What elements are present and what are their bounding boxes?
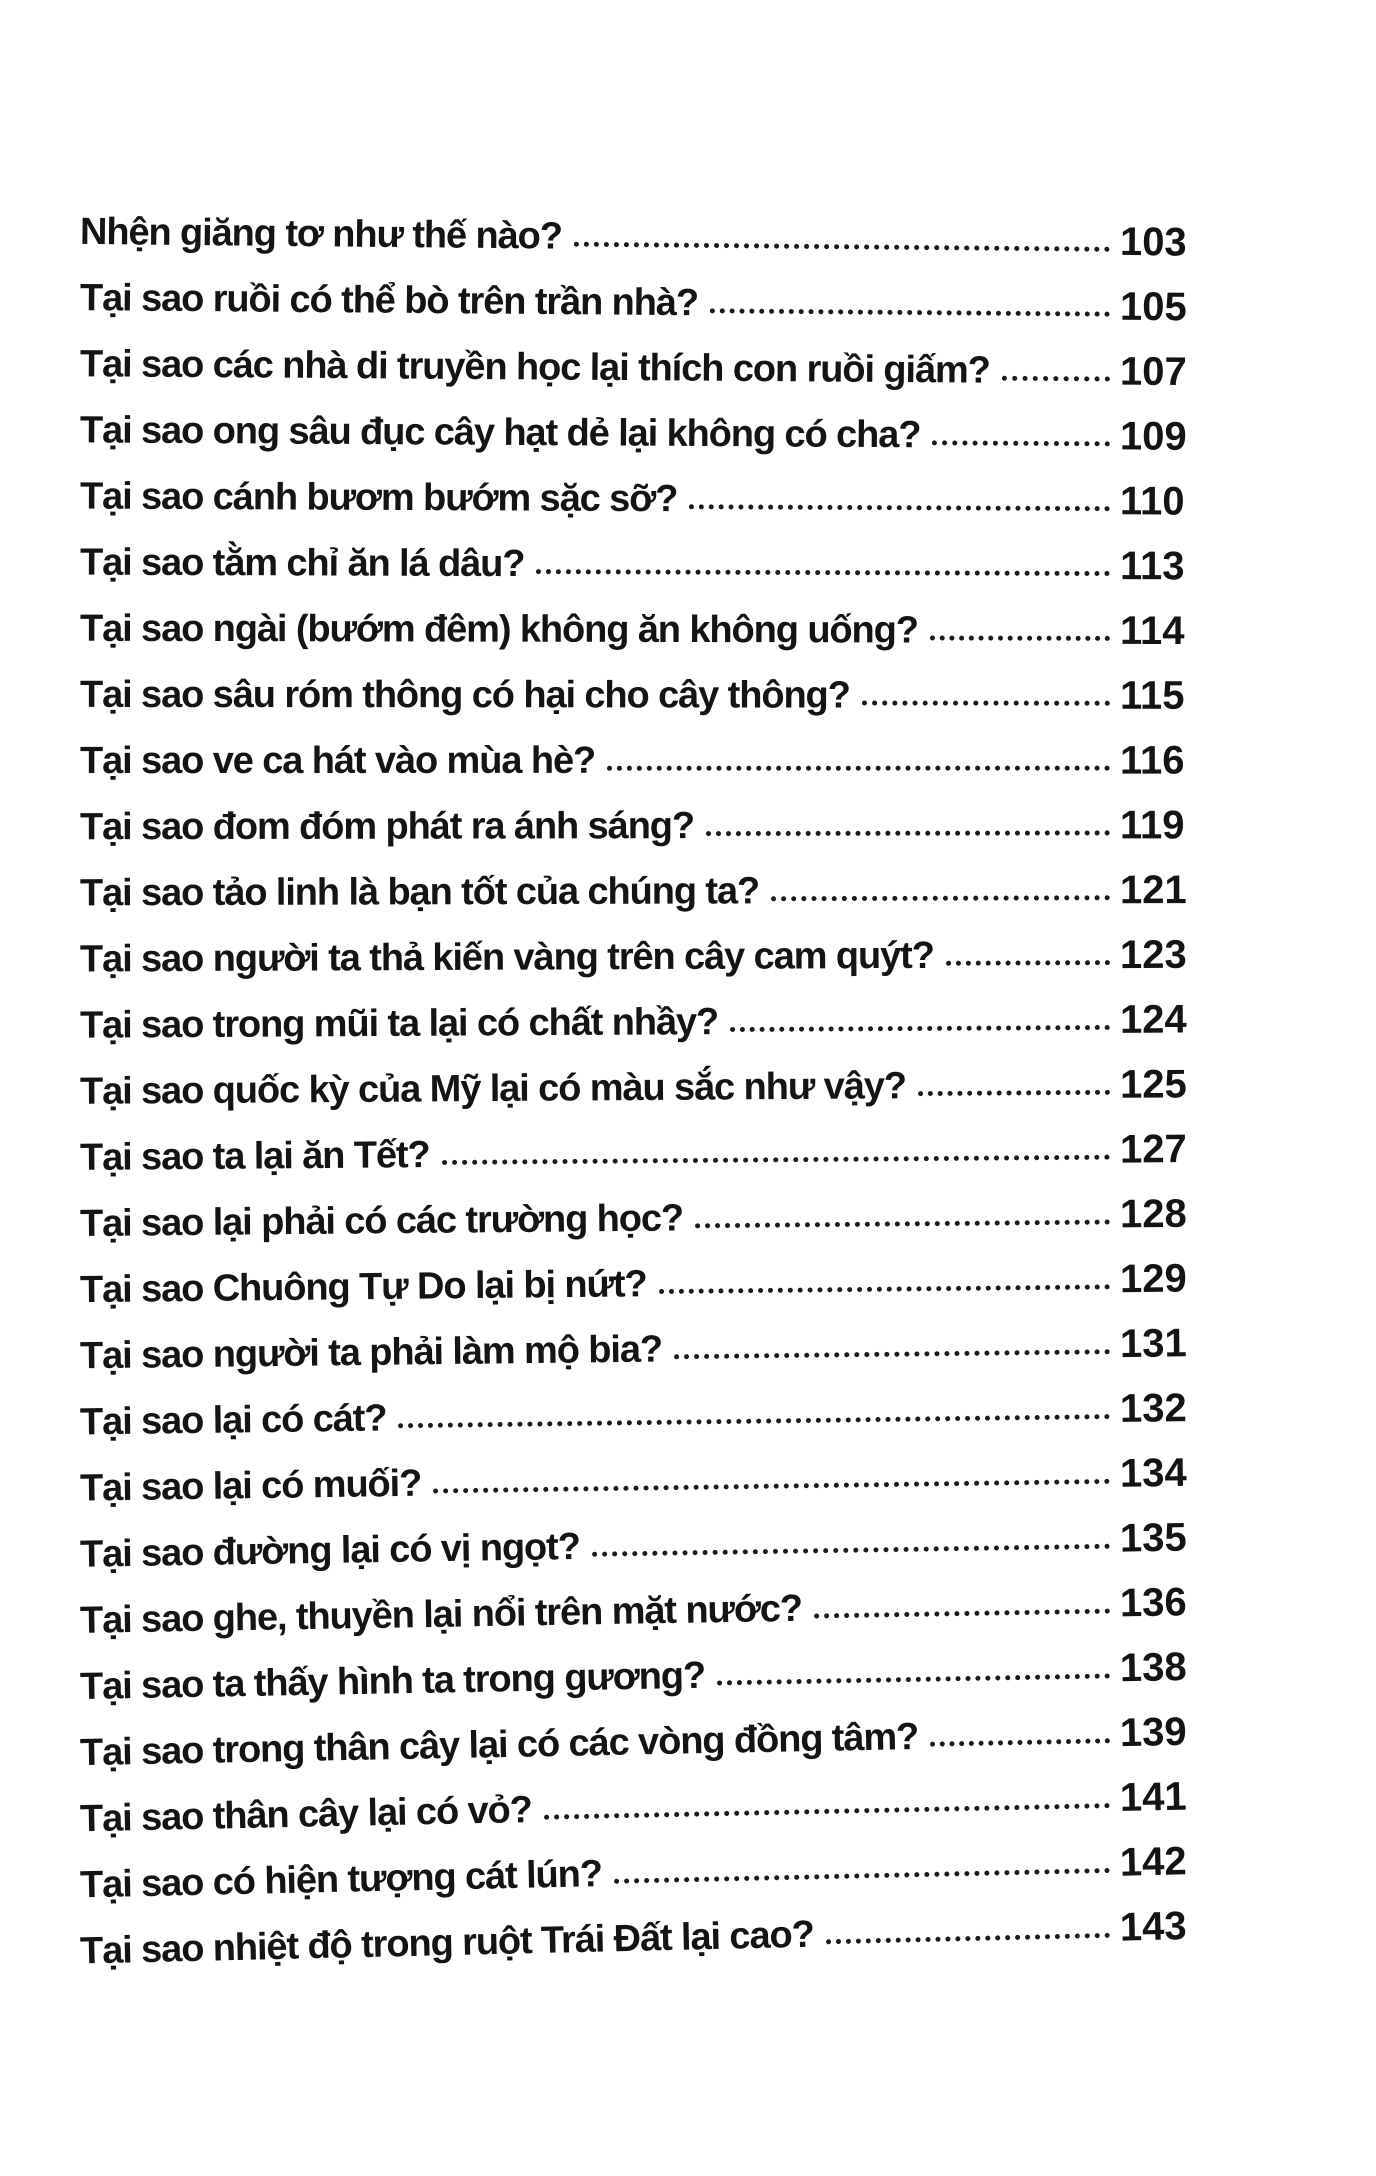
dotted-leader — [814, 1609, 1110, 1619]
dotted-leader — [689, 504, 1110, 511]
toc-entry-title: Tại sao đom đóm phát ra ánh sáng? — [79, 805, 695, 849]
toc-entry — [80, 720, 1190, 787]
dotted-leader — [771, 895, 1110, 901]
toc-entry-page: 142 — [1119, 1839, 1188, 1885]
toc-entry-page: 143 — [1119, 1904, 1188, 1950]
toc-entry-page: 127 — [1119, 1127, 1187, 1172]
toc-entry-title: Tại sao có hiện tượng cát lún? — [79, 1853, 603, 1907]
toc-entry — [80, 784, 1190, 852]
toc-entry — [80, 455, 1190, 526]
dotted-leader — [930, 636, 1110, 641]
dotted-leader — [536, 569, 1110, 576]
toc-entry-title: Tại sao các nhà di truyền học lại thích con ruồi giấm? — [79, 343, 990, 392]
toc-list — [80, 192, 1190, 1974]
toc-entry-page: 115 — [1119, 673, 1185, 718]
toc-entry-page: 119 — [1119, 803, 1185, 848]
toc-entry-page: 135 — [1119, 1515, 1187, 1561]
toc-entry-page: 103 — [1119, 219, 1187, 265]
toc-entry-title: Nhện giăng tơ như thế nào? — [79, 210, 563, 258]
toc-entry-title: Tại sao nhiệt độ trong ruột Trái Đất lại cao? — [79, 1913, 815, 1973]
toc-entry-page: 128 — [1119, 1191, 1187, 1237]
dotted-leader — [918, 1090, 1110, 1096]
dotted-leader — [607, 766, 1110, 771]
toc-entry — [80, 1043, 1190, 1116]
toc-entry-title: Tại sao ruồi có thể bò trên trần nhà? — [79, 277, 699, 325]
toc-entry-page: 129 — [1119, 1256, 1187, 1302]
dotted-leader — [433, 1479, 1110, 1494]
toc-entry-page: 134 — [1119, 1450, 1187, 1496]
dotted-leader — [674, 1349, 1110, 1359]
toc-entry-page: 114 — [1119, 608, 1185, 654]
toc-entry-page: 107 — [1119, 349, 1187, 395]
toc-entry-title: Tại sao cánh bươm bướm sặc sỡ? — [79, 475, 678, 521]
toc-entry-title: Tại sao lại có muối? — [79, 1462, 422, 1510]
toc-entry — [80, 979, 1190, 1051]
toc-entry-page: 109 — [1119, 414, 1187, 459]
dotted-leader — [1002, 376, 1110, 382]
toc-entry — [80, 1108, 1190, 1183]
toc-entry-title: Tại sao lại có cát? — [79, 1397, 387, 1444]
dotted-leader — [932, 440, 1110, 446]
toc-entry-title: Tại sao người ta phải làm mộ bia? — [79, 1328, 663, 1378]
dotted-leader — [614, 1868, 1110, 1884]
toc-entry-title: Tại sao tằm chỉ ăn lá dâu? — [79, 541, 525, 586]
toc-entry-page: 141 — [1119, 1774, 1188, 1820]
toc-entry — [80, 191, 1191, 268]
toc-entry-page: 121 — [1119, 868, 1187, 913]
dotted-leader — [544, 1803, 1110, 1820]
toc-entry-title: Tại sao sâu róm thông có hại cho cây thông? — [79, 673, 850, 717]
dotted-leader — [826, 1933, 1110, 1945]
toc-entry-page: 132 — [1119, 1386, 1187, 1431]
dotted-leader — [930, 1738, 1110, 1746]
toc-entry-page: 123 — [1119, 932, 1187, 978]
dotted-leader — [862, 701, 1110, 706]
toc-entry-title: Tại sao quốc kỳ của Mỹ lại có màu sắc như vậy? — [79, 1065, 907, 1113]
toc-entry — [80, 389, 1190, 461]
toc-entry-page: 113 — [1119, 544, 1185, 589]
toc-entry-title: Tại sao lại phải có các trường học? — [79, 1197, 684, 1246]
toc-entry-title: Tại sao thân cây lại có vỏ? — [79, 1788, 533, 1841]
toc-entry — [80, 914, 1190, 985]
toc-entry-page: 139 — [1119, 1709, 1188, 1756]
toc-entry — [80, 323, 1190, 397]
toc-entry-title: Tại sao trong thân cây lại có các vòng đồng tâm? — [79, 1715, 919, 1775]
toc-entry-title: Tại sao Chuông Tự Do lại bị nứt? — [79, 1263, 647, 1312]
toc-entry-page: 124 — [1119, 997, 1187, 1042]
toc-entry-title: Tại sao ong sâu đục cây hạt dẻ lại không có cha? — [79, 409, 921, 457]
dotted-leader — [659, 1284, 1110, 1294]
dotted-leader — [442, 1155, 1110, 1165]
toc-entry — [80, 1173, 1191, 1249]
toc-entry-title: Tại sao ta lại ăn Tết? — [79, 1134, 430, 1179]
dotted-leader — [946, 960, 1110, 966]
toc-entry — [80, 849, 1190, 918]
toc-entry — [80, 522, 1190, 592]
toc-entry-page: 105 — [1119, 284, 1187, 330]
toc-entry-title: Tại sao ta thấy hình ta trong gương? — [79, 1654, 706, 1708]
dotted-leader — [399, 1414, 1111, 1428]
dotted-leader — [730, 1025, 1110, 1032]
toc-entry-title: Tại sao người ta thả kiến vàng trên cây cam quýt? — [79, 934, 934, 981]
dotted-leader — [706, 830, 1110, 836]
toc-entry-page: 136 — [1119, 1580, 1188, 1626]
toc-entry-title: Tại sao ve ca hát vào mùa hè? — [79, 739, 596, 783]
toc-entry — [80, 654, 1190, 721]
toc-entry-page: 110 — [1119, 479, 1185, 524]
toc-entry — [80, 588, 1190, 656]
toc-entry-page: 131 — [1119, 1321, 1187, 1367]
toc-entry-title: Tại sao ngài (bướm đêm) không ăn không uống? — [79, 607, 918, 652]
dotted-leader — [717, 1673, 1110, 1685]
toc-entry-title: Tại sao tảo linh là bạn tốt của chúng ta? — [79, 870, 760, 915]
toc-entry — [80, 257, 1191, 332]
dotted-leader — [574, 242, 1110, 252]
toc-entry-page: 125 — [1119, 1062, 1187, 1107]
toc-entry-title: Tại sao đường lại có vị ngọt? — [79, 1525, 581, 1576]
toc-entry-page: 116 — [1119, 738, 1185, 783]
dotted-leader — [592, 1544, 1110, 1557]
toc-entry-page: 138 — [1119, 1645, 1188, 1691]
dotted-leader — [695, 1219, 1110, 1228]
toc-entry-title: Tại sao trong mũi ta lại có chất nhầy? — [79, 1001, 719, 1047]
toc-entry-title: Tại sao ghe, thuyền lại nổi trên mặt nước? — [79, 1587, 803, 1642]
dotted-leader — [710, 308, 1110, 316]
